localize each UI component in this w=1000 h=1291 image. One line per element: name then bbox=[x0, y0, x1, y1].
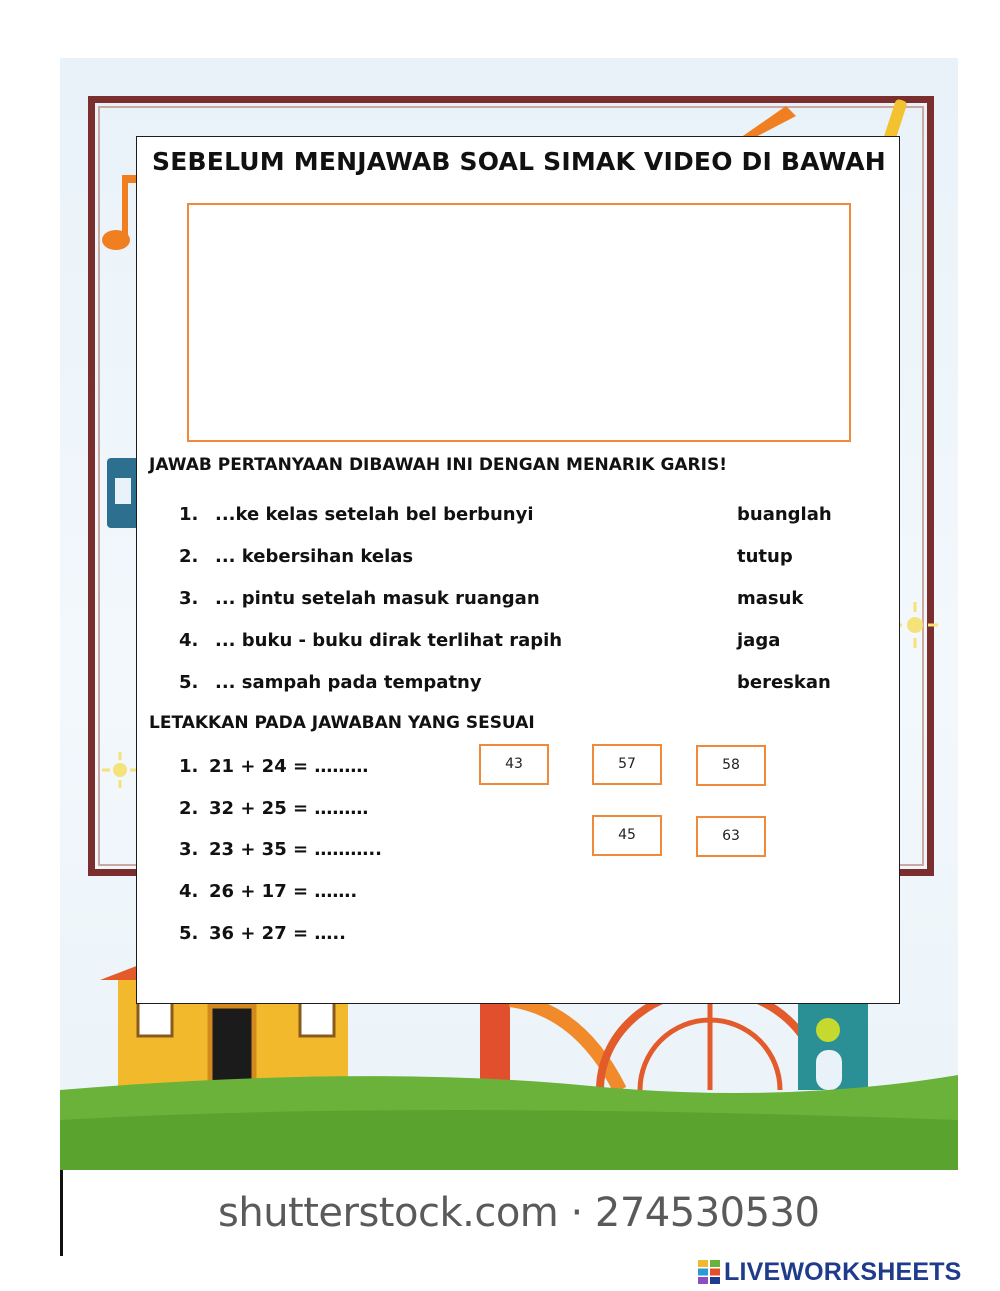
question-number: 3. bbox=[179, 588, 199, 609]
math-text: 26 + 17 = ……. bbox=[209, 881, 358, 902]
question-row bbox=[179, 630, 562, 651]
worksheet-panel bbox=[136, 136, 900, 1004]
section-title-matching: JAWAB PERTANYAAN DIBAWAH INI DENGAN MENARIK GARIS! bbox=[149, 455, 727, 475]
question-number: 1. bbox=[179, 504, 199, 525]
grass-hill bbox=[60, 1065, 958, 1170]
math-text: 36 + 27 = ….. bbox=[209, 923, 347, 944]
question-row bbox=[179, 504, 534, 525]
math-row[interactable] bbox=[179, 798, 368, 819]
math-row[interactable] bbox=[179, 756, 368, 777]
question-number: 2. bbox=[179, 546, 199, 567]
math-row[interactable] bbox=[179, 881, 357, 902]
answer-chip-63[interactable]: 63 bbox=[696, 816, 766, 857]
math-number: 4. bbox=[179, 881, 199, 902]
math-row[interactable] bbox=[179, 923, 346, 944]
answer-chip-43[interactable]: 43 bbox=[479, 744, 549, 785]
question-number: 4. bbox=[179, 630, 199, 651]
answer-word-masuk[interactable]: masuk bbox=[737, 588, 804, 609]
answer-chip-45[interactable]: 45 bbox=[592, 815, 662, 856]
answer-word-tutup[interactable]: tutup bbox=[737, 546, 793, 567]
question-text: ... kebersihan kelas bbox=[215, 546, 414, 567]
question-row bbox=[179, 588, 540, 609]
watermark-text: shutterstock.com · 274530530 bbox=[218, 1190, 820, 1236]
math-number: 2. bbox=[179, 798, 199, 819]
math-row[interactable] bbox=[179, 839, 382, 860]
math-number: 3. bbox=[179, 839, 199, 860]
math-text: 32 + 25 = ……… bbox=[209, 798, 369, 819]
section-title-drag-drop: LETAKKAN PADA JAWABAN YANG SESUAI bbox=[149, 713, 535, 733]
brand-logo[interactable] bbox=[698, 1256, 962, 1288]
answer-chip-58[interactable]: 58 bbox=[696, 745, 766, 786]
sun-icon bbox=[100, 750, 140, 790]
liveworksheets-logo-icon bbox=[698, 1260, 720, 1284]
pencil-icon bbox=[740, 100, 800, 140]
math-text: 21 + 24 = ……… bbox=[209, 756, 369, 777]
divider-line bbox=[60, 1170, 63, 1256]
question-text: ... pintu setelah masuk ruangan bbox=[215, 588, 540, 609]
answer-chip-57[interactable]: 57 bbox=[592, 744, 662, 785]
question-text: ...ke kelas setelah bel berbunyi bbox=[215, 504, 534, 525]
question-row bbox=[179, 672, 482, 693]
music-note-icon bbox=[100, 170, 138, 260]
question-row bbox=[179, 546, 413, 567]
answer-word-bereskan[interactable]: bereskan bbox=[737, 672, 831, 693]
answer-word-buanglah[interactable]: buanglah bbox=[737, 504, 832, 525]
question-text: ... sampah pada tempatny bbox=[215, 672, 482, 693]
math-number: 5. bbox=[179, 923, 199, 944]
question-text: ... buku - buku dirak terlihat rapih bbox=[215, 630, 563, 651]
answer-word-jaga[interactable]: jaga bbox=[737, 630, 781, 651]
math-text: 23 + 35 = ……….. bbox=[209, 839, 383, 860]
page-title: SEBELUM MENJAWAB SOAL SIMAK VIDEO DI BAWAH bbox=[152, 147, 886, 176]
video-embed-frame[interactable] bbox=[187, 203, 851, 442]
math-number: 1. bbox=[179, 756, 199, 777]
brand-name: LIVEWORKSHEETS bbox=[724, 1257, 962, 1286]
question-number: 5. bbox=[179, 672, 199, 693]
